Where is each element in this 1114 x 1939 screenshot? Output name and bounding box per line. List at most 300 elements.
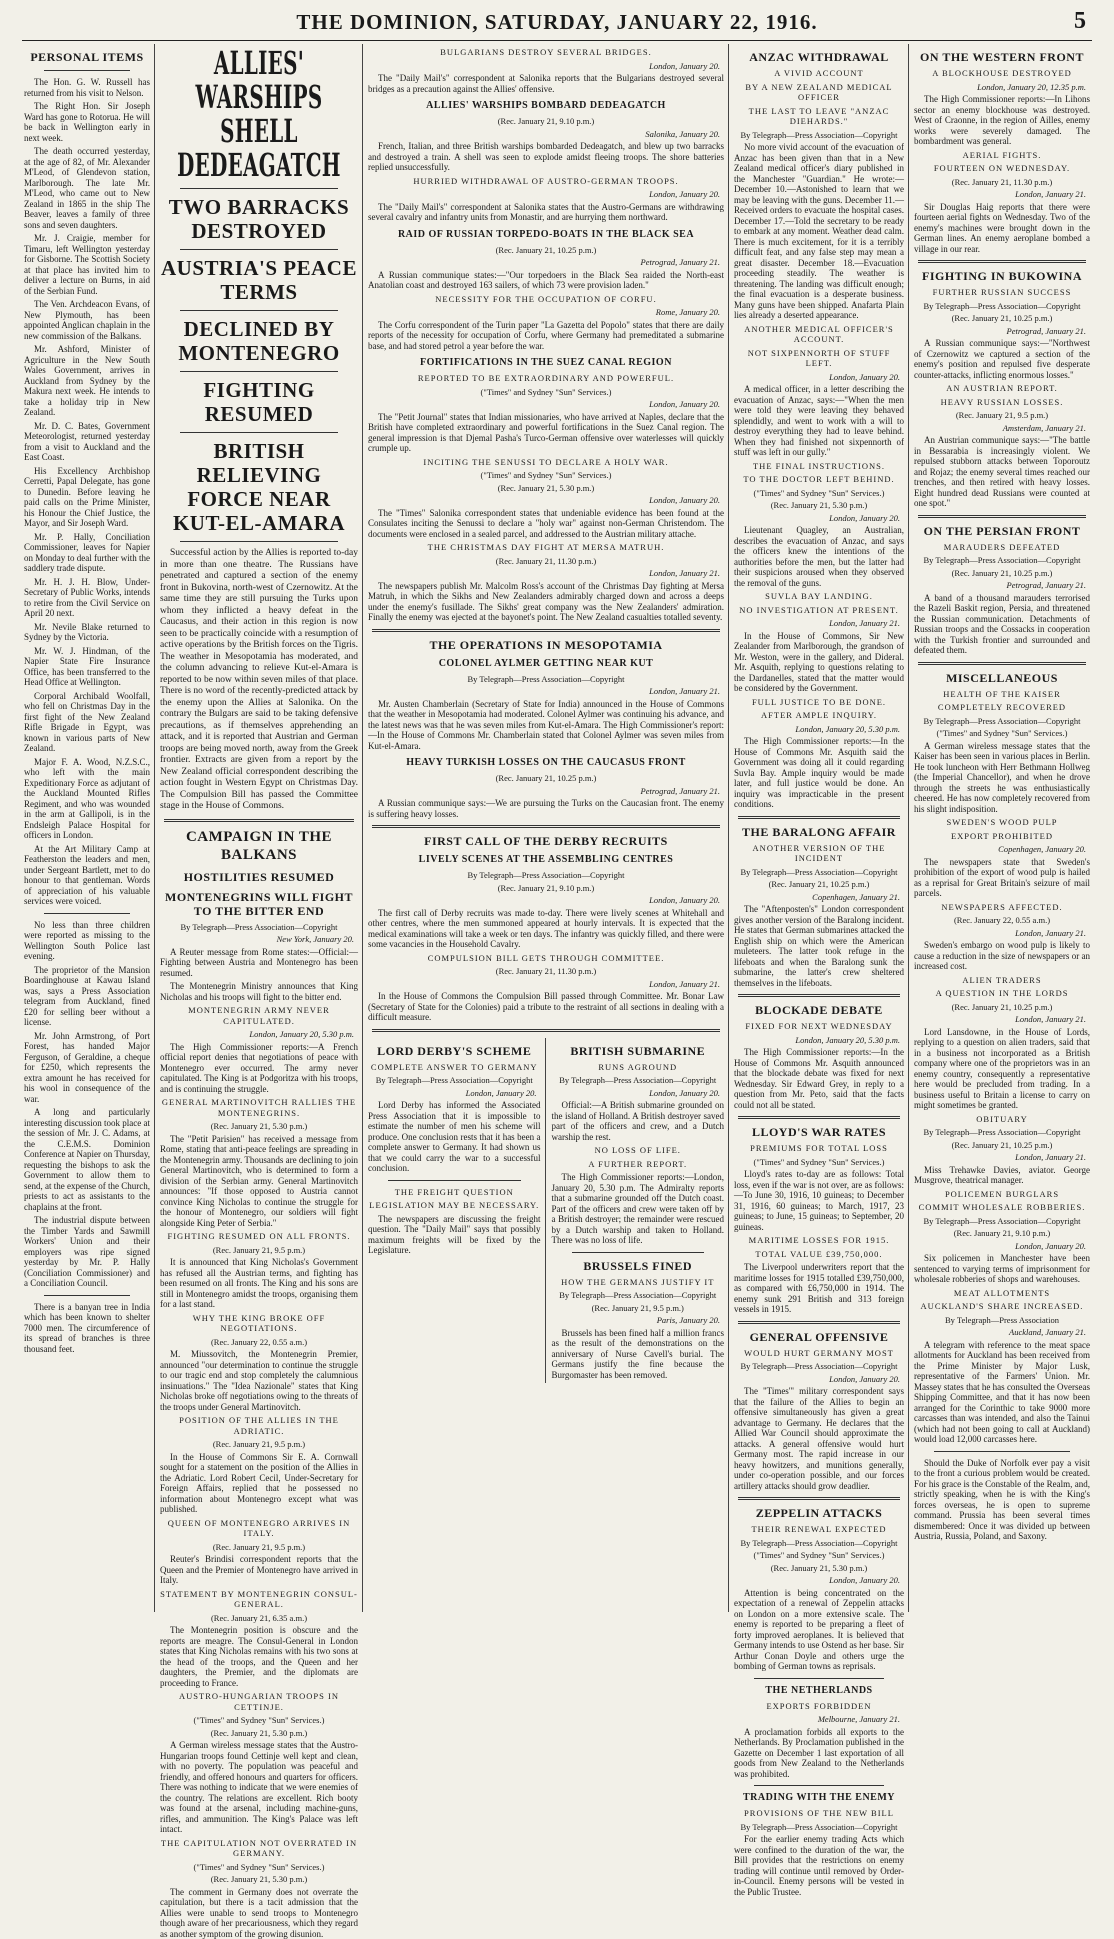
headline: CAMPAIGN IN THE BALKANS [160, 828, 358, 864]
paragraph: The Liverpool underwriters report that the maritime losses for 1915 totalled £39,750,000, as compared with £6,750,000 in 1914. The enemy sunk 291 British and 313 foreign vessels in 1915. [734, 1262, 904, 1315]
subheading: ALIEN TRADERS [914, 975, 1090, 986]
paragraph: Sir Douglas Haig reports that there were fourteen aerial fights on Wednesday. Two of the enemy's machines were brought down in the German lines. An enemy aeroplane bombed a village in our rear. [914, 202, 1090, 255]
dateline: London, January 20. [372, 895, 720, 906]
subheading: A VIVID ACCOUNT [734, 68, 904, 79]
dateline: Auckland, January 21. [918, 1327, 1086, 1338]
headline: THE OPERATIONS IN MESOPOTAMIA [368, 638, 724, 652]
rule [180, 310, 338, 311]
subheading: POSITION OF THE ALLIES IN THE ADRIATIC. [160, 1415, 358, 1436]
rule [44, 913, 130, 914]
paragraph: Lord Lansdowne, in the House of Lords, replying to a question on alien traders, said that in a business not incorporated as a British company where one of the proprietors was in an enemy country, consequently a representative here would be precluded from trading. In a business useful to Britain a license to carry on might sometimes be granted. [914, 1027, 1090, 1111]
paragraph: In the House of Commons the Compulsion Bill passed through Committee. Mr. Bonar Law (Secretary of State for the Colonies) paid a tribute to the restraint of all sections in dealing with a difficult measure. [368, 991, 724, 1023]
paragraph: The industrial dispute between the Timber Yards and Sawmill Workers' Union and their employers was ripe signed yesterday by Mr. P. Hally (Conciliation Commissioner) and a Conciliation Council. [24, 1215, 150, 1289]
subheading: PREMIUMS FOR TOTAL LOSS [734, 1143, 904, 1154]
subheading: FIXED FOR NEXT WEDNESDAY [734, 1021, 904, 1032]
subheading: HEAVY RUSSIAN LOSSES. [914, 397, 1090, 408]
headline: HEAVY TURKISH LOSSES ON THE CAUCASUS FRONT [368, 757, 724, 769]
paragraph: Reuter's Brindisi correspondent reports that the Queen and the Premier of Montenegro have arrived in Italy. [160, 1554, 358, 1586]
paragraph: The "Aftenposten's" London correspondent gives another version of the Baralong incident. He states that German submarines attacked the English ship on which were the American muleteers. The latter took refuge in the lifeboats and when the Baralong sunk the submarine, the latter's crew sheltered themselves in the lifeboats. [734, 904, 904, 988]
subheading: COMPLETE ANSWER TO GERMANY [368, 1062, 541, 1073]
headline: RAID OF RUSSIAN TORPEDO-BOATS IN THE BLACK SEA [368, 229, 724, 241]
received-line: (Rec. January 21, 6.35 a.m.) [160, 1613, 358, 1624]
rule [372, 629, 720, 632]
headline: TWO BARRACKS DESTROYED [160, 195, 358, 243]
dateline: London, January 20. [738, 513, 900, 524]
paragraph: The first call of Derby recruits was made to-day. There were lively scenes at Whitehall and other centres, where the men summoned appeared at hourly intervals. It is expected that the medical examinations will take a week or ten days. The infantry was quickly filled, and there were some vacancies in the Household Cavalry. [368, 908, 724, 950]
column-personal-items [24, 44, 150, 1632]
subheading: COMPULSION BILL GETS THROUGH COMMITTEE. [368, 953, 724, 964]
subheading: REPORTED TO BE EXTRAORDINARY AND POWERFUL. [368, 373, 724, 384]
dateline: New York, January 20. [164, 934, 354, 945]
split-columns [368, 1038, 724, 1384]
paragraph: The High Commissioner reports:—In the House of Commons Mr. Asquith announced that the blockade debate was fixed for next Wednesday. Sir Edward Grey, in reply to a question from Mr. Peto, said that the facts could not all be stated. [734, 1047, 904, 1110]
paragraph: Mr. Nevile Blake returned to Sydney by the Victoria. [24, 622, 150, 643]
paragraph: Six policemen in Manchester have been sentenced to varying terms of imprisonment for wholesale robberies of shops and warehouses. [914, 1253, 1090, 1285]
paragraph: There is a banyan tree in India which has been known to shelter 7000 men. The circumference of its spread of branches is three thousand feet. [24, 1302, 150, 1355]
subheading: THE CHRISTMAS DAY FIGHT AT MERSA MATRUH. [368, 542, 724, 553]
credit-line: By Telegraph—Press Association—Copyright [734, 1361, 904, 1372]
dateline: Copenhagen, January 20. [918, 844, 1086, 855]
dateline: Petrograd, January 21. [918, 580, 1086, 591]
received-line: (Rec. January 21, 10.25 p.m.) [914, 1002, 1090, 1013]
column-war-news [368, 44, 724, 1632]
subheading: SWEDEN'S WOOD PULP [914, 817, 1090, 828]
headline: BRUSSELS FINED [552, 1259, 725, 1273]
subheading: TOTAL VALUE £39,750,000. [734, 1249, 904, 1260]
dateline: London, January 20. [738, 372, 900, 383]
rule [738, 1116, 900, 1119]
headline: LORD DERBY'S SCHEME [368, 1044, 541, 1058]
paragraph: Mr. H. J. H. Blow, Under-Secretary of Public Works, intends to retire from the Civil Service on April 20 next. [24, 577, 150, 619]
headline: BLOCKADE DEBATE [734, 1003, 904, 1017]
paragraph: The High Commissioner reports:—A French official report denies that negotiations of peace with Montenegro ever occurred. The army never capitulated. The King is at Podgoritza with his troops, and is continuing the struggle. [160, 1042, 358, 1095]
headline: FIGHTING IN BUKOWINA [914, 269, 1090, 283]
subheading: AFTER AMPLE INQUIRY. [734, 710, 904, 721]
headline: FIGHTING RESUMED [160, 378, 358, 426]
paragraph: For the earlier enemy trading Acts which were confined to the duration of the war, the Bill provides that the restrictions on enemy trading will continue until removed by Order-in-Council. Enemy persons will be vested in the Public Trustee. [734, 1834, 904, 1897]
received-line: (Rec. January 21, 9.5 p.m.) [914, 410, 1090, 421]
subheading: A BLOCKHOUSE DESTROYED [914, 68, 1090, 79]
paragraph: The High Commissioner reports:—In the House of Commons Mr. Asquith said the Government was doing all it could regarding Suvla Bay. Ample inquiry would be made later, and full justice would be done. An inquiry was impracticable in the present conditions. [734, 736, 904, 810]
submarine-column [552, 1038, 725, 1384]
subheading: INCITING THE SENUSSI TO DECLARE A HOLY WAR. [368, 457, 724, 468]
subheading: THE LAST TO LEAVE "ANZAC DIEHARDS." [734, 106, 904, 127]
dateline: Rome, January 20. [372, 307, 720, 318]
paragraph: Sweden's embargo on wood pulp is likely to cause a reduction in the size of newspapers or an increased cost. [914, 940, 1090, 972]
subheading: AERIAL FIGHTS. [914, 150, 1090, 161]
paragraph: No less than three children were reported as missing to the Wellington South Police last evening. [24, 920, 150, 962]
paragraph: Mr. Ashford, Minister of Agriculture in the New South Wales Government, arrives in Auckland from Sydney by the Makura next week. He intends to take a holiday trip in New Zealand. [24, 344, 150, 418]
paragraph: A Russian communique says:—We are pursuing the Turks on the Caucasian front. The enemy is suffering heavy losses. [368, 798, 724, 819]
dateline: London, January 20. [738, 1374, 900, 1385]
subheading: ANOTHER VERSION OF THE INCIDENT [734, 843, 904, 864]
credit-line: By Telegraph—Press Association [914, 1315, 1090, 1326]
paragraph: A proclamation forbids all exports to the Netherlands. By Proclamation published in the Gazette on December 1 last exportation of all goods from New Zealand to the Netherlands was prohibited. [734, 1727, 904, 1780]
page-number: 5 [1074, 8, 1086, 35]
paragraph: The "Petit Parisien" has received a message from Rome, stating that anti-peace feelings are spreading in the Montenegrin army. Thousands are declining to join General Martinovitch, who is determined to form a division of the Serbian army. General Martinovitch announces: "If those opposed to Austria cannot convince King Nicholas to continue the struggle for the honour of Montenegro, our soldiers will fight alongside King Peter of Serbia." [160, 1134, 358, 1229]
received-line: (Rec. January 21, 9.5 p.m.) [160, 1439, 358, 1450]
paragraph: The death occurred yesterday, at the age of 82, of Mr. Alexander M'Leod, of Glendevon station, Marlborough. The late Mr. M'Leod, who came out to New Zealand in 1865 in the ship The Beaver, leaves a family of three sons and seven daughters. [24, 146, 150, 230]
paragraph: His Excellency Archbishop Cerretti, Papal Delegate, has gone to Dunedin. Before leaving he paid calls on the Prime Minister, his Honour the Chief Justice, the Mayor, and Sir Joseph Ward. [24, 466, 150, 529]
dateline: London, January 20. [738, 1575, 900, 1586]
newspaper-title: THE DOMINION, SATURDAY, JANUARY 22, 1916. [0, 10, 1114, 35]
subheading: A FURTHER REPORT. [552, 1159, 725, 1170]
rule [918, 662, 1086, 665]
subheading: FULL JUSTICE TO BE DONE. [734, 697, 904, 708]
subheading: GENERAL MARTINOVITCH RALLIES THE MONTENEGRINS. [160, 1097, 358, 1118]
subheading: FURTHER RUSSIAN SUCCESS [914, 287, 1090, 298]
rule [388, 1180, 521, 1181]
subheading: HEALTH OF THE KAISER [914, 689, 1090, 700]
paragraph: Corporal Archibald Woolfall, who fell on Christmas Day in the first fight of the New Zealand Rifle Brigade in Egypt, was known in various parts of New Zealand. [24, 691, 150, 754]
subheadline: HOSTILITIES RESUMED [160, 870, 358, 884]
received-line: (Rec. January 21, 9.10 p.m.) [368, 883, 724, 894]
subheading: LEGISLATION MAY BE NECESSARY. [368, 1200, 541, 1211]
received-line: (Rec. January 21, 5.30 p.m.) [160, 1121, 358, 1132]
paragraph: In the House of Commons, Sir New Zealander from Marlborough, the grandson of Mr. Weston, were in the gallery, and Dideral. Mr. Asquith, replying to questions relating to the Dardanelles, stated that the matter would be considered by the Government. [734, 631, 904, 694]
credit-line: By Telegraph—Press Association—Copyright [552, 1075, 725, 1086]
subheading: NO LOSS OF LIFE. [552, 1145, 725, 1156]
paragraph: Lord Derby has informed the Associated Press Association that it is impossible to estimate the number of men his scheme will produce. One conclusion rests that it has been a complete answer to Germany. It had shown us that we could carry the war to a successful conclusion. [368, 1100, 541, 1174]
source-line: ("Times" and Sydney "Sun" Services.) [734, 488, 904, 499]
dateline: Petrograd, January 21. [372, 257, 720, 268]
subheading: MEAT ALLOTMENTS [914, 1288, 1090, 1299]
rule [372, 825, 720, 828]
subheadline: LIVELY SCENES AT THE ASSEMBLING CENTRES [368, 854, 724, 866]
received-line: (Rec. January 22, 0.55 a.m.) [160, 1337, 358, 1348]
paragraph: The comment in Germany does not overrate the capitulation, but there is a tacit admission that the Allies were unable to send troops to Montenegro though aware of her precariousness, which they regard as another symptom of the growing disunion. [160, 1887, 358, 1939]
paragraph: A Russian communique says:—"Northwest of Czernowitz we captured a section of the enemy's position and repulsed five desperate counter-attacks, inflicting enormous losses." [914, 338, 1090, 380]
received-line: (Rec. January 21, 9.5 p.m.) [160, 1542, 358, 1553]
received-line: (Rec. January 21, 9.10 p.m.) [368, 116, 724, 127]
paragraph: A telegram with reference to the meat space allotments for Auckland has been received from the Prime Minister by Major Lusk, representative of the Farmers' Union. Mr. Massey states that he has consulted the Overseas Shipping Committee, and that it has now been arranged for the Corinthic to take 9000 more carcasses than was intended, and also the Tainui (which had not been going to call at Auckland) would load 12,000 carcasses here. [914, 1340, 1090, 1445]
subheading: WOULD HURT GERMANY MOST [734, 1348, 904, 1359]
subheading: FIGHTING RESUMED ON ALL FRONTS. [160, 1231, 358, 1242]
headline: THE BARALONG AFFAIR [734, 825, 904, 839]
paragraph: The Corfu correspondent of the Turin paper "La Gazetta del Popolo" states that there are daily reports of the necessity for occupation of Corfu, where Germany had premeditated a submarine base, and had stored petrol a year before the war. [368, 320, 724, 352]
paragraph: Major F. A. Wood, N.Z.S.C., who left with the main Expeditionary Force as adjutant of the Auckland Mounted Rifles Regiment, and who was wounded in the arm at Gallipoli, is in the Endsleigh Palace Hospital for officers in London. [24, 757, 150, 841]
paragraph: A Reuter message from Rome states:—Official:—Fighting between Austria and Montenegro has been resumed. [160, 947, 358, 979]
paragraph: No more vivid account of the evacuation of Anzac has been given than that in a New Zealand medical officer's diary published in the Manchester "Guardian." He wrote:—December 10.—Astonished to learn that we may be leaving with the guns. December 11.—Received orders to evacuate the hospital cases. December 17.—Told the secretary to be ready to embark at any moment. Weather dead calm. There is much excitement, for it is a terribly difficult feat, and any false step may mean a great disaster. December 18.—Evacuation proceeding steadily. The weather is threatening. The landing was difficult enough; the final evacuation is a desperate business. Many guns have been shipped. Anafarta Plain lies already a deserted appearance. [734, 142, 904, 321]
subheading: NECESSITY FOR THE OCCUPATION OF CORFU. [368, 294, 724, 305]
credit-line: By Telegraph—Press Association—Copyright [734, 1822, 904, 1833]
received-line: (Rec. January 21, 5.30 p.m.) [368, 483, 724, 494]
subheading: THEIR RENEWAL EXPECTED [734, 1524, 904, 1535]
subheading: RUNS AGROUND [552, 1062, 725, 1073]
headline: GENERAL OFFENSIVE [734, 1330, 904, 1344]
paragraph: A German wireless message states that the Austro-Hungarian troops found Cettinje well kept and clean, with no poverty. The population was peaceful and friendly, and offered honours and quarters for officers. There was nothing to indicate that we were enemies of the country. The relations are excellent. Rich booty was found at the arsenal, including machine-guns, rifles, and ammunition. The King's Palace was left intact. [160, 1740, 358, 1835]
subheading: AN AUSTRIAN REPORT. [914, 383, 1090, 394]
rule [180, 371, 338, 372]
headline: ON THE WESTERN FRONT [914, 50, 1090, 64]
rule [44, 70, 130, 71]
headline: LLOYD'S WAR RATES [734, 1125, 904, 1139]
rule [372, 1029, 720, 1032]
paragraph: A long and particularly interesting discussion took place at the session of Mr. J. C. Adams, at the C.E.M.S. Dominion Conference at Napier on Thursday, requesting the bishops to ask the Government to allow them to send, at the expense of the Church, priests to act as assistants to the chaplains at the front. [24, 1107, 150, 1212]
credit-line: By Telegraph—Press Association—Copyright [914, 1127, 1090, 1138]
subheading: STATEMENT BY MONTENEGRIN CONSUL-GENERAL. [160, 1589, 358, 1610]
received-line: (Rec. January 21, 11.30 p.m.) [914, 177, 1090, 188]
paragraph: The Hon. G. W. Russell has returned from his visit to Nelson. [24, 77, 150, 98]
paragraph: The proprietor of the Mansion Boardinghouse at Kawau Island was, says a Press Association telegram from Auckland, fined £20 for selling beer without a license. [24, 965, 150, 1028]
source-line: ("Times" and Sydney "Sun" Services.) [160, 1862, 358, 1873]
paragraph: The Montenegrin Ministry announces that King Nicholas and his troops will fight to the bitter end. [160, 981, 358, 1002]
received-line: (Rec. January 21, 9.5 p.m.) [160, 1245, 358, 1256]
paragraph: Official:—A British submarine grounded on the island of Holland. A British destroyer saved part of the officers and crew, and a Dutch warship the rest. [552, 1100, 725, 1142]
source-line: ("Times" and Sydney "Sun" Services.) [368, 387, 724, 398]
subheading: EXPORTS FORBIDDEN [734, 1701, 904, 1712]
paragraph: A German wireless message states that the Kaiser has been seen in various places in Berlin. He took luncheon with Herr Bethmann Hollweg (the Imperial Chancellor), and when he drove through the streets he was enthusiastically cheered. He has now completely recovered from his slight indisposition. [914, 741, 1090, 815]
headline: ALLIES' WARSHIPS BOMBARD DEDEAGATCH [368, 100, 724, 112]
paragraph: Mr. D. C. Bates, Government Meteorologist, returned yesterday from a visit to Auckland and the East Coast. [24, 421, 150, 463]
credit-line: By Telegraph—Press Association—Copyright [914, 555, 1090, 566]
subheading: ANOTHER MEDICAL OFFICER'S ACCOUNT. [734, 324, 904, 345]
dateline: London, January 20. [918, 1241, 1086, 1252]
credit-line: By Telegraph—Press Association—Copyright [914, 716, 1090, 727]
subheadline: COLONEL AYLMER GETTING NEAR KUT [368, 658, 724, 670]
dateline: London, January 21. [918, 928, 1086, 939]
column-main-news [160, 44, 358, 1632]
source-line: ("Times" and Sydney "Sun" Services.) [368, 470, 724, 481]
dateline: London, January 20. [372, 189, 720, 200]
received-line: (Rec. January 21, 5.30 p.m.) [160, 1728, 358, 1739]
received-line: (Rec. January 21, 9.10 p.m.) [914, 1228, 1090, 1239]
subheading: NO INVESTIGATION AT PRESENT. [734, 605, 904, 616]
paragraph: Mr. P. Hally, Conciliation Commissioner, leaves for Napier on Monday to deal further with the saddlery trade dispute. [24, 532, 150, 574]
received-line: (Rec. January 21, 5.30 p.m.) [734, 1563, 904, 1574]
paragraph: Should the Duke of Norfolk ever pay a visit to the front a curious problem would be created. For his grace is the Constable of the Realm, and, strictly speaking, when he is with the King's forces overseas, he is open to supreme command. Prussia has been several times dismembered: Once it was divided up between Austria, Russia, Poland, and Saxony. [914, 1458, 1090, 1542]
paragraph: The "Times" Salonika correspondent states that undeniable evidence has been found at the Consulates inciting the Senussi to declare a "holy war" against non-German Christendom. The documents were enclosed in a sealed parcel, and addressed to the Austrian military attache. [368, 508, 724, 540]
subheading: HOW THE GERMANS JUSTIFY IT [552, 1277, 725, 1288]
dateline: London, January 20. [372, 399, 720, 410]
paragraph: The newspapers are discussing the freight question. The "Daily Mail" says that possibly maximum freights will be fixed by the Legislature. [368, 1214, 541, 1256]
dateline: London, January 21. [372, 686, 720, 697]
dateline: Petrograd, January 21. [918, 326, 1086, 337]
column-divider [728, 44, 729, 1612]
source-line: ("Times" and Sydney "Sun" Services.) [734, 1157, 904, 1168]
rule [180, 541, 338, 542]
headline: FORTIFICATIONS IN THE SUEZ CANAL REGION [368, 357, 724, 369]
received-line: (Rec. January 21, 9.5 p.m.) [552, 1303, 725, 1314]
credit-line: By Telegraph—Press Association—Copyright [914, 301, 1090, 312]
headline: BRITISH SUBMARINE [552, 1044, 725, 1058]
dateline: London, January 21. [918, 1152, 1086, 1163]
column-divider [154, 44, 155, 1612]
column-divider [362, 44, 363, 1612]
paragraph: A medical officer, in a letter describing the evacuation of Anzac, says:—"When the men were told they were leaving they behaved splendidly, and went to work with a will to destroy everything they had to leave behind. When they had finished not sixpennorth of stuff was left in our gully." [734, 384, 904, 458]
subheading: MONTENEGRIN ARMY NEVER CAPITULATED. [160, 1005, 358, 1026]
headline: ZEPPELIN ATTACKS [734, 1506, 904, 1520]
subheading: TO THE DOCTOR LEFT BEHIND. [734, 474, 904, 485]
subheading: A QUESTION IN THE LORDS [914, 988, 1090, 999]
column-anzac [734, 44, 904, 1632]
received-line: (Rec. January 21, 10.25 p.m.) [368, 245, 724, 256]
subheading: PROVISIONS OF THE NEW BILL [734, 1808, 904, 1819]
paragraph: In the House of Commons Sir E. A. Cornwall sought for a statement on the position of the Allies in the Adriatic. Lord Robert Cecil, Under-Secretary for Foreign Affairs, replied that he possessed no information about Montenegro except what was published. [160, 1452, 358, 1515]
paragraph: The newspapers state that Sweden's prohibition of the export of wood pulp is hailed as a reprisal for Great Britain's seizure of mail parcels. [914, 857, 1090, 899]
dateline: London, January 20. [372, 1088, 537, 1099]
dateline: London, January 20. [556, 1088, 721, 1099]
rule [754, 1678, 884, 1679]
rule [738, 1321, 900, 1324]
paragraph: Mr. J. Craigie, member for Timaru, left Wellington yesterday for Gisborne. The Scottish Society at that place has invited him to deliver a lecture on Burns, in aid of the Serbian Fund. [24, 233, 150, 296]
subheading: THE FINAL INSTRUCTIONS. [734, 461, 904, 472]
paragraph: Lieutenant Quagley, an Australian, describes the evacuation of Anzac, and says the officers knew the intentions of the authorities before the men, but the latter had their suspicions aroused when they observed the removal of the guns. [734, 525, 904, 588]
rule [738, 816, 900, 819]
credit-line: By Telegraph—Press Association—Copyright [552, 1290, 725, 1301]
subheadline: MONTENEGRINS WILL FIGHT TO THE BITTER END [160, 890, 358, 918]
rule [738, 1497, 900, 1500]
paragraph: Brussels has been fined half a million francs as the result of the demonstrations on the anniversary of Nurse Cavell's burial. The Germans justify the fine because the Burgomaster has been removed. [552, 1328, 725, 1381]
received-line: (Rec. January 21, 10.25 p.m.) [914, 1140, 1090, 1151]
credit-line: By Telegraph—Press Association—Copyright [914, 1216, 1090, 1227]
subheading: COMPLETELY RECOVERED [914, 702, 1090, 713]
dateline: London, January 20, 5.30 p.m. [738, 724, 900, 735]
subheading: SUVLA BAY LANDING. [734, 591, 904, 602]
paragraph: An Austrian communique says:—"The battle in Bessarabia is increasingly violent. We repulsed stubborn attacks between Toporoutz and Rojaz; the enemy several times reached our trenches, and then retired with heavy losses. Eight hundred dead Russians were counted at one spot." [914, 435, 1090, 509]
summary-paragraph: Successful action by the Allies is reported to-day in more than one theatre. The Russians have penetrated and captured a section of the enemy front in Bukovina, north-west of Czernowitz. At the same time they are still pursuing the Turks upon whom they inflicted a heavy defeat in the Caucasus, and their action in this region is now seen to be practically coincide with a resumption of active operations by the British forces on the Tigris. The weather in Mesopotamia has moderated, and the column advancing to relieve Kut-el-Amara is reported to be now within seven miles of that place. There is no word of the recently-predicted attack by the enemy upon the Allies at Salonika. On the contrary the Bulgars are said to be taking defensive precautions, as if themselves apprehending an attack, and it is reported that Austrian and German troops are being moved north, away from the Greek frontier. Extracts are given from a report by the New Zealand official correspondent describing the action fought in Western Egypt on Christmas Day. The Compulsion Bill has passed the Committee stage in the House of Commons. [160, 548, 358, 813]
source-line: ("Times" and Sydney "Sun" Services.) [160, 1715, 358, 1726]
received-line: (Rec. January 22, 0.55 a.m.) [914, 915, 1090, 926]
dateline: Amsterdam, January 21. [918, 423, 1086, 434]
paragraph: Miss Trehawke Davies, aviator. George Musgrove, theatrical manager. [914, 1165, 1090, 1186]
paragraph: A band of a thousand marauders terrorised the Razeli Baskit region, Persia, and threatened the Russian communication. Detachments of Russian troops and the Cossacks in cooperation with the Turkish frontier and surrounded and defeated them. [914, 593, 1090, 656]
dateline: London, January 20. [372, 61, 720, 72]
subheading: AUSTRO-HUNGARIAN TROOPS IN CETTINJE. [160, 1691, 358, 1712]
paragraph: It is announced that King Nicholas's Government has refused all the Austrian terms, and fighting has been resumed on all fronts. The King and his sons are still in Montenegro amidst the troops, organising them for a last stand. [160, 1257, 358, 1310]
section-heading: PERSONAL ITEMS [24, 50, 150, 64]
subheading: EXPORT PROHIBITED [914, 831, 1090, 842]
paragraph: Mr. Austen Chamberlain (Secretary of State for India) announced in the House of Commons that the weather in Mesopotamia had moderated. Colonel Aylmer was continuing his advance, and the latest news was that he was seven miles from Kut-el-Amara. The High Commissioner's report:—In the House of Commons Mr. Chamberlain stated that Colonel Aylmer was seven miles from Kut-el-Amara. [368, 699, 724, 752]
rule [754, 1785, 884, 1786]
subheading: MARAUDERS DEFEATED [914, 542, 1090, 553]
dateline: Melbourne, January 21. [738, 1714, 900, 1725]
subheading: FOURTEEN ON WEDNESDAY. [914, 163, 1090, 174]
credit-line: By Telegraph—Press Association—Copyright [368, 870, 724, 881]
credit-line: By Telegraph—Press Association—Copyright [368, 1075, 541, 1086]
received-line: (Rec. January 21, 10.25 p.m.) [914, 313, 1090, 324]
paragraph: Mr. John Armstrong, of Port Forest, has handed Major Ferguson, of Geraldine, a cheque for £250, which represents the extra amount he has received for his wool in consequence of the war. [24, 1031, 150, 1105]
received-line: (Rec. January 21, 5.30 p.m.) [160, 1874, 358, 1885]
rule [572, 1252, 705, 1253]
subheading: BY A NEW ZEALAND MEDICAL OFFICER [734, 82, 904, 103]
rule [918, 515, 1086, 518]
dateline: London, January 20, 5.30 p.m. [164, 1029, 354, 1040]
paragraph: The "Times'" military correspondent says that the failure of the Allies to begin an offensive simultaneously has given a great advantage to Germany. He declares that the Allied War Council should approximate the attacks. A general offensive would hurt Germany most. The rapid increase in our heavy howitzers, and munitions generally, under co-operation possible, and our forces artillery attacks should grow deadlier. [734, 1386, 904, 1491]
source-line: ("Times" and Sydney "Sun" Services.) [914, 728, 1090, 739]
headline: AUSTRIA'S PEACE TERMS [160, 256, 358, 304]
rule [164, 819, 354, 822]
headline: ON THE PERSIAN FRONT [914, 524, 1090, 538]
rule [180, 188, 338, 189]
credit-line: By Telegraph—Press Association—Copyright [734, 867, 904, 878]
subheading: POLICEMEN BURGLARS [914, 1189, 1090, 1200]
lord-derby-column [368, 1038, 546, 1384]
rule [180, 432, 338, 433]
dateline: Paris, January 20. [556, 1315, 721, 1326]
rule [918, 260, 1086, 263]
credit-line: By Telegraph—Press Association—Copyright [160, 922, 358, 933]
subheading: QUEEN OF MONTENEGRO ARRIVES IN ITALY. [160, 1518, 358, 1539]
rule [934, 1451, 1070, 1452]
dateline: London, January 20. [372, 495, 720, 506]
dateline: London, January 21. [918, 189, 1086, 200]
headline: DECLINED BY MONTENEGRO [160, 317, 358, 365]
dateline: London, January 20, 5.30 p.m. [738, 1035, 900, 1046]
received-line: (Rec. January 21, 10.25 p.m.) [368, 773, 724, 784]
paragraph: The Montenegrin position is obscure and the reports are meagre. The Consul-General in London states that King Nicholas remains with his two sons at the head of the troops, and the Queen and her daughters, the Premier, and the diplomats are proceeding to France. [160, 1625, 358, 1688]
paragraph: At the Art Military Camp at Featherston the leaders and men, under Sergeant Bartlett, met to do honour to that gentleman. Words of appreciation of his valuable services were voiced. [24, 844, 150, 907]
dateline: Petrograd, January 21. [372, 786, 720, 797]
rule [44, 1295, 130, 1296]
received-line: (Rec. January 21, 10.25 p.m.) [734, 879, 904, 890]
dateline: London, January 20, 12.35 p.m. [918, 82, 1086, 93]
column-divider [908, 44, 909, 1612]
rule [738, 994, 900, 997]
received-line: (Rec. January 21, 11.30 p.m.) [368, 556, 724, 567]
subheading: BULGARIANS DESTROY SEVERAL BRIDGES. [368, 47, 724, 58]
headline: THE NETHERLANDS [734, 1685, 904, 1697]
dateline: London, January 21. [738, 618, 900, 629]
column-western-front [914, 44, 1090, 1632]
paragraph: The High Commissioner reports:—In Lihons sector an enemy blockhouse was destroyed. West of Craonne, in the region of Ailles, enemy works were severely damaged. The bombardment was general. [914, 94, 1090, 147]
dateline: London, January 21. [918, 1014, 1086, 1025]
paragraph: The "Petit Journal" states that Indian missionaries, who have arrived at Naples, declare that the British have completed extraordinary and powerful fortifications in the Suez Canal region. The general impression is that Djemal Pasha's Turco-German offensive over waterlesses will quickly crumple up. [368, 412, 724, 454]
headline: BRITISH RELIEVING FORCE NEAR KUT-EL-AMARA [160, 439, 358, 535]
dateline: London, January 21. [372, 568, 720, 579]
subheading: COMMIT WHOLESALE ROBBERIES. [914, 1202, 1090, 1213]
credit-line: By Telegraph—Press Association—Copyright [734, 130, 904, 141]
subheading: OBITUARY [914, 1114, 1090, 1125]
received-line: (Rec. January 21, 11.30 p.m.) [368, 966, 724, 977]
source-line: ("Times" and Sydney "Sun" Services.) [734, 1550, 904, 1561]
subheading: WHY THE KING BROKE OFF NEGOTIATIONS. [160, 1313, 358, 1334]
subheading: NEWSPAPERS AFFECTED. [914, 902, 1090, 913]
paragraph: The High Commissioner reports:—London, January 20, 5.30 p.m. The Admiralty reports that a submarine grounded off the Dutch coast. Part of the officers and crew were taken off by a British destroyer; the remainder were rescued by a Dutch warship and taken to Holland. There was no loss of life. [552, 1172, 725, 1246]
subheading: NOT SIXPENNORTH OF STUFF LEFT. [734, 348, 904, 369]
paragraph: M. Miussovitch, the Montenegrin Premier, announced "our determination to continue the struggle to our tragic end and stop completely the calumnious insinuations." The "Idea Nazionale" states that King Nicholas broke off negotiations owing to the threats of the troops under General Martinovitch. [160, 1349, 358, 1412]
paragraph: The Ven. Archdeacon Evans, of New Plymouth, has been appointed Anglican chaplain in the new commission of the Balkans. [24, 299, 150, 341]
received-line: (Rec. January 21, 10.25 p.m.) [914, 568, 1090, 579]
dateline: London, January 21. [372, 979, 720, 990]
paragraph: Attention is being concentrated on the expectation of a renewal of Zeppelin attacks on London on a more extensive scale. The enemy is reported to be preparing a fleet of forty improved aeroplanes. It is believed that Germany intends to use Ostend as her base. Sir Arthur Conan Doyle and others urge the bombing of German towns as reprisals. [734, 1588, 904, 1672]
received-line: (Rec. January 21, 5.30 p.m.) [734, 500, 904, 511]
subheading: THE CAPITULATION NOT OVERRATED IN GERMANY. [160, 1838, 358, 1859]
masthead [0, 0, 1114, 38]
paragraph: French, Italian, and three British warships bombarded Dedeagatch, and blew up two barracks and destroyed a train. A shell was seen to explode amidst fleeing troops. The shore batteries replied unsuccessfully. [368, 141, 724, 173]
subheading: AUCKLAND'S SHARE INCREASED. [914, 1301, 1090, 1312]
dateline: Copenhagen, January 21. [738, 892, 900, 903]
dateline: Salonika, January 20. [372, 129, 720, 140]
credit-line: By Telegraph—Press Association—Copyright [368, 674, 724, 685]
paragraph: The "Daily Mail's" correspondent at Salonika states that the Austro-Germans are withdrawing several cavalry and infantry units from Monastir, and are hurrying them northward. [368, 202, 724, 223]
headline: TRADING WITH THE ENEMY [734, 1792, 904, 1804]
subheading: THE FREIGHT QUESTION [368, 1187, 541, 1198]
subheading: MARITIME LOSSES FOR 1915. [734, 1235, 904, 1246]
paragraph: The "Daily Mail's" correspondent at Salonika reports that the Bulgarians destroyed several bridges as a precaution against the Allies' offensive. [368, 73, 724, 94]
headline: MISCELLANEOUS [914, 671, 1090, 685]
headline: ANZAC WITHDRAWAL [734, 50, 904, 64]
masthead-rule [22, 40, 1092, 41]
subheading: HURRIED WITHDRAWAL OF AUSTRO-GERMAN TROOPS. [368, 176, 724, 187]
paragraph: Mr. W. J. Hindman, of the Napier State Fire Insurance Office, has been transferred to the Head Office at Wellington. [24, 646, 150, 688]
credit-line: By Telegraph—Press Association—Copyright [734, 1538, 904, 1549]
paragraph: The Right Hon. Sir Joseph Ward has gone to Rotorua. He will be back in Wellington early in next week. [24, 101, 150, 143]
headline: FIRST CALL OF THE DERBY RECRUITS [368, 834, 724, 848]
banner-headline: ALLIES' WARSHIPS SHELL DEDEAGATCH [160, 46, 357, 182]
rule [180, 249, 338, 250]
paragraph: The newspapers publish Mr. Malcolm Ross's account of the Christmas Day fighting at Mersa Matruh, in which the Sikhs and New Zealanders admirably charged down and across a deeps under the enemy's fusillade. The Sikhs' great company was the New Zealanders' admiration. Finally the enemy was ejected at the bayonet's point. The New Zealand casualties totalled seventy. [368, 581, 724, 623]
